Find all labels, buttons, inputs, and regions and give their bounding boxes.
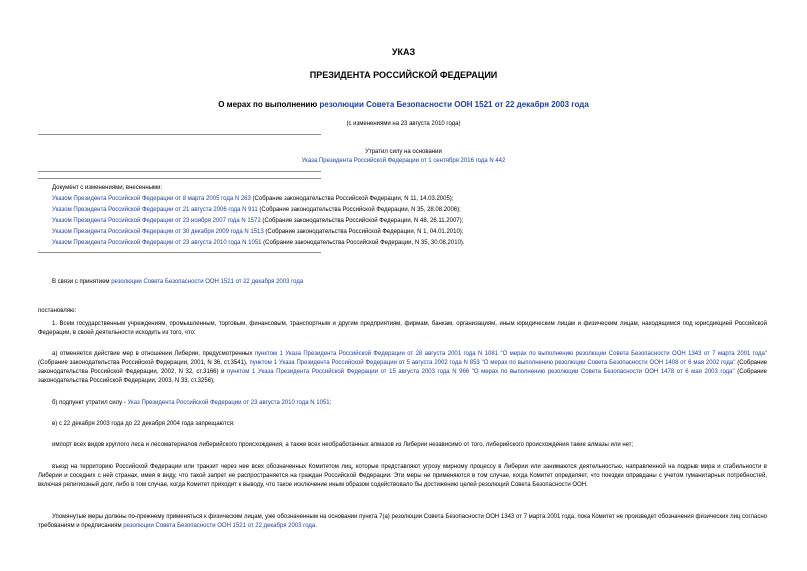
change-item-source: (Собрание законодательства Российской Федерации, N 11, 14.03.2005);: [250, 196, 454, 202]
paragraph-entry: въезд на территорию Российской Федерации или транзит через нее всех обозначенных Комитетом лиц, которые представляют угрозу мирному процессу в Либерии или занимаются деятельностью, направленной на подрыв мира и стабильности в Либерии и соседних с ней странах, имея в виду, что такой запрет не распространяется на граждан Российской Федерации. Эти меры не применяются в том случае, когда Комитет определяет, что поездки оправданы с учетом гуманитарных потребностей, включая религиозный долг, либо в том случае, когда Комитет приходит к выводу, что такое исключение иным образом содействовало бы достижению целей резолюций Совета Безопасности ООН.: [38, 464, 767, 488]
paragraph-a-text: (Собрание законодательства Российской Федерации, 2003, N 33, ст.3256);: [38, 369, 767, 384]
paragraph-a-text: (Собрание законодательства Российской Федерации, 2002, N 32, ст.3166) и: [38, 360, 768, 375]
decree-title: УКАЗ: [391, 47, 416, 57]
paragraph-a-text: (Собрание законодательства Российской Федерации, 2001, N 36, ст.3541),: [38, 360, 250, 366]
resolution-link-last[interactable]: резолюции Совета Безопасности ООН 1521 от 22 декабря 2003 года: [123, 523, 316, 529]
decree-issuer: ПРЕЗИДЕНТА РОССИЙСКОЙ ФЕДЕРАЦИИ: [309, 70, 498, 80]
paragraph-a: [38, 350, 767, 386]
change-item-link[interactable]: Указом Президента Российской Федерации от 30 декабря 2009 года N 1513: [52, 229, 264, 235]
decree-word: постановляю:: [38, 308, 77, 314]
subject-prefix: О мерах по выполнению: [218, 100, 320, 109]
divider: [38, 252, 321, 253]
resolution-link-title[interactable]: резолюции Совета Безопасности ООН 1521 от 22 декабря 2003 года: [319, 100, 589, 109]
paragraph-b-text: б) подпункт утратил силу -: [52, 400, 128, 406]
changes-list: [52, 183, 465, 249]
lost-force-link[interactable]: Указа Президента Российской Федерации от 1 сентября 2016 года N 442: [301, 158, 506, 164]
decree-link-1081[interactable]: пунктом 1 Указа Президента Российской Федерации от 28 августа 2001 года N 1081 "О мерах по выполнению резолюции Совета Безопасности ООН 1343 от 7 марта 2001 года": [254, 351, 768, 357]
change-item-link[interactable]: Указом Президента Российской Федерации от 23 августа 2010 года N 1051: [52, 240, 262, 246]
preamble-prefix: В связи с принятием: [52, 279, 112, 285]
paragraph-last-text: .: [315, 523, 317, 529]
lost-force-note: Утратил силу на основании: [365, 149, 442, 155]
decree-link-966[interactable]: пунктом 1 Указа Президента Российской Федерации от 15 августа 2003 года N 966 "О мерах по выполнению резолюции Совета Безопасности ООН 1478 от 6 мая 2003 года": [227, 369, 735, 375]
change-item-source: (Собрание законодательства Российской Федерации, N 35, 28.08.2006);: [257, 207, 461, 213]
paragraph-last: [38, 513, 767, 531]
change-item-link[interactable]: Указом Президента Российской Федерации от 8 марта 2005 года N 263: [52, 196, 251, 202]
resolution-link-preamble[interactable]: резолюции Совета Безопасности ООН 1521 от 22 декабря 2003 года: [111, 279, 304, 285]
change-item: [52, 238, 465, 249]
paragraph-a-text: а) отменяется действие мер в отношении Либерии, предусмотренных: [52, 351, 255, 357]
decree-subject: [0, 100, 807, 109]
paragraph-last-text: Упомянутые меры должны по-прежнему применяться к физическим лицам, уже обозначенным на основании пункта 7(а) резолюции Совета Безопасности ООН 1343 от 7 марта 2001 года, пока Комитет не произведет обозначения физических лиц согласно требованиям и предписаниям: [38, 514, 767, 529]
change-item-source: (Собрание законодательства Российской Федерации, N 35, 30.08.2010).: [261, 240, 465, 246]
decree-link-853[interactable]: пунктом 1 Указа Президента Российской Федерации от 5 августа 2002 года N 853 "О мерах по выполнению резолюции Совета Безопасности ООН 1408 от 6 мая 2002 года": [249, 360, 736, 366]
change-item: [52, 227, 465, 238]
change-item: [52, 194, 465, 205]
paragraph-b: [38, 399, 767, 408]
paragraph-v: в) с 22 декабря 2003 года до 22 декабря 2004 года запрещаются:: [52, 421, 235, 427]
preamble: [52, 277, 303, 288]
lost-force-link-wrap: [0, 158, 807, 164]
divider: [38, 134, 321, 135]
change-item-source: (Собрание законодательства Российской Федерации, N 48, 26.11.2007);: [260, 218, 464, 224]
decree-link-1051[interactable]: Указ Президента Российской Федерации от 23 августа 2010 года N 1051: [127, 400, 330, 406]
change-item-source: (Собрание законодательства Российской Федерации, N 1, 04.01.2010);: [263, 229, 464, 235]
paragraph-b-text: ;: [329, 400, 332, 406]
divider: [38, 171, 321, 172]
change-item: [52, 205, 465, 216]
paragraph-import: импорт всех видов круглого леса и лесоматериалов либерийского происхождения, а также всех необработанных алмазов из Либерии независимо от того, либерийского происхождения такие алмазы или нет;: [52, 442, 634, 448]
changes-intro: Документ с изменениями, внесенными:: [52, 185, 163, 191]
change-item: [52, 216, 465, 227]
edition-note: (с изменениями на 23 августа 2010 года): [346, 121, 461, 127]
divider: [38, 178, 321, 179]
change-item-link[interactable]: Указом Президента Российской Федерации от 21 августа 2006 года N 911: [52, 207, 258, 213]
paragraph-1: 1. Всем государственным учреждениям, промышленным, торговым, финансовым, транспортным и другим предприятиям, фирмам, банкам, организациям, иным юридическим лицам и физическим лицам, находящимся под юрисдикцией Российской Федерации, в своей деятельности исходить из того, что:: [38, 321, 767, 336]
change-item-link[interactable]: Указом Президента Российской Федерации от 23 ноября 2007 года N 1572: [52, 218, 261, 224]
